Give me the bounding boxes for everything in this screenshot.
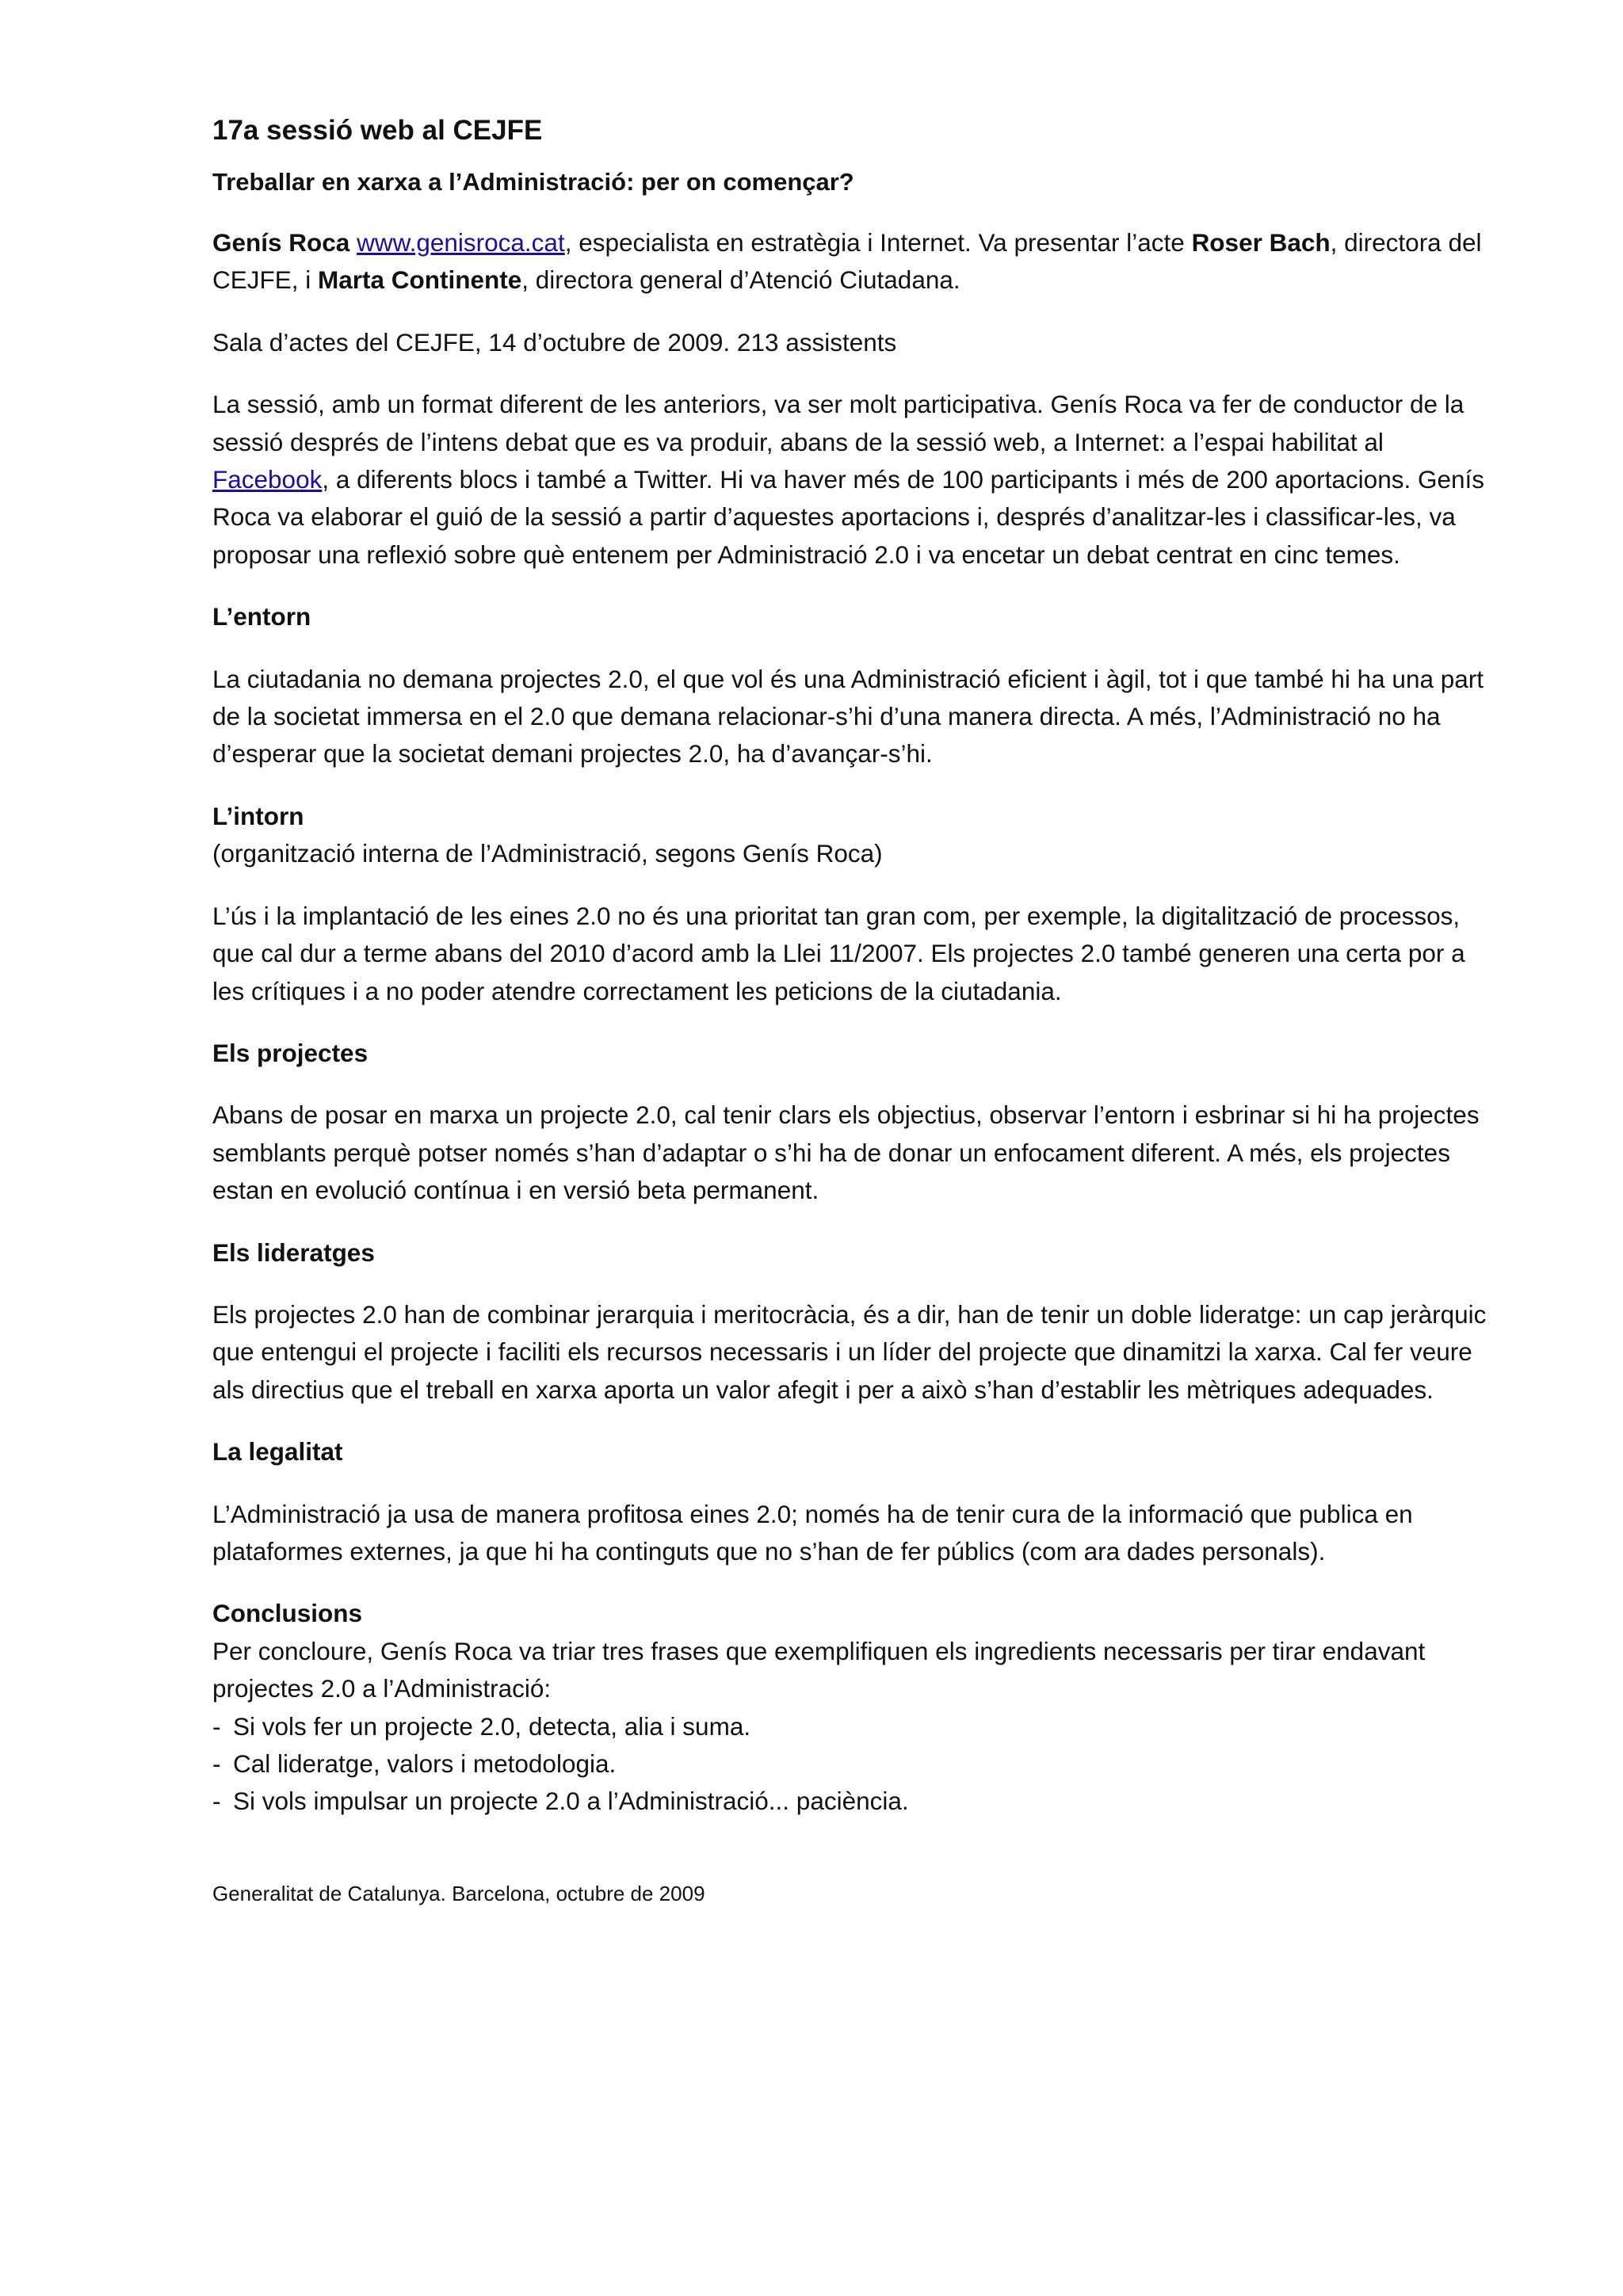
section-text-entorn: La ciutadania no demana projectes 2.0, el que vol és una Administració eficient i àgil, tot i que també hi ha una part de la societat immersa en el 2.0 que demana relacionar-s’hi d’una manera directa. A més, l’Administració no ha d’esperar que la societat demani projectes 2.0, ha d’avançar-s’hi. — [212, 664, 1484, 769]
document-subtitle: Treballar en xarxa a l’Administració: per on començar? — [212, 168, 854, 196]
venue-line: Sala d’actes del CEJFE, 14 d’octubre de 2009. 213 assistents — [212, 327, 897, 357]
intro-paragraph — [212, 224, 1496, 299]
conclusions-list — [212, 1708, 1496, 1821]
speaker-website-link[interactable]: www.genisroca.cat — [357, 228, 565, 257]
section-heading-entorn: L’entorn — [212, 602, 311, 631]
intro-text-2: , directora del CEJFE, i — [212, 228, 1482, 295]
summary-paragraph — [212, 386, 1496, 574]
presenter-2-name: Marta Continente — [318, 265, 522, 295]
section-note-intorn: (organització interna de l’Administració, segons Genís Roca) — [212, 839, 883, 868]
section-heading-conclusions: Conclusions — [212, 1599, 363, 1628]
section-text-intorn: L’ús i la implantació de les eines 2.0 no és una prioritat tan gran com, per exemple, la digitalització de processos, que cal dur a terme abans del 2010 d’acord amb la Llei 11/2007. Els projectes 2.0 també generen una certa por a les crítiques i a no poder atendre correctament les peticions de la ciutadania. — [212, 901, 1465, 1005]
section-heading-intorn: L’intorn — [212, 801, 304, 830]
summary-text-before-link: La sessió, amb un format diferent de les anteriors, va ser molt participativa. Genís Roca va fer de conductor de la sessió després de l’intens debat que es va produir, abans de la sessió web, a Internet: a l’espai habilitat al — [212, 390, 1465, 456]
list-item: - Cal lideratge, valors i metodologia. — [212, 1745, 1496, 1783]
section-text-legalitat: L’Administració ja usa de manera profitosa eines 2.0; només ha de tenir cura de la informació que publica en plataformes externes, ja que hi ha continguts que no s’han de fer públics (com ara dades personals). — [212, 1499, 1413, 1566]
list-item: - Si vols fer un projecte 2.0, detecta, alia i suma. — [212, 1708, 1496, 1745]
document-title: 17a sessió web al CEJFE — [212, 115, 543, 146]
speaker-name: Genís Roca — [212, 228, 350, 257]
presenter-1-name: Roser Bach — [1191, 228, 1331, 257]
summary-text-after-link: , a diferents blocs i també a Twitter. Hi va haver més de 100 participants i més de 200 aportacions. Genís Roca va elaborar el guió de la sessió a partir d’aquestes aportacions i, després d’analitzar-les i classificar-les, va proposar una reflexió sobre què entenem per Administració 2.0 i va encetar un debat centrat en cinc temes. — [212, 465, 1485, 569]
list-item: - Si vols impulsar un projecte 2.0 a l’Administració... paciència. — [212, 1783, 1496, 1820]
section-text-conclusions: Per concloure, Genís Roca va triar tres frases que exemplifiquen els ingredients necessaris per tirar endavant projectes 2.0 a l’Administració: — [212, 1636, 1426, 1703]
section-heading-lideratges: Els lideratges — [212, 1238, 375, 1267]
section-text-lideratges: Els projectes 2.0 han de combinar jerarquia i meritocràcia, és a dir, han de tenir un doble lideratge: un cap jeràrquic que entengui el projecte i faciliti els recursos necessaris i un líder del projecte que dinamitzi la xarxa. Cal fer veure als directius que el treball en xarxa aporta un valor afegit i per a això s’han d’establir les mètriques adequades. — [212, 1299, 1487, 1404]
facebook-link[interactable]: Facebook — [212, 465, 323, 494]
section-heading-projectes: Els projectes — [212, 1038, 369, 1067]
section-heading-legalitat: La legalitat — [212, 1437, 343, 1466]
document-body — [212, 109, 1496, 1909]
intro-text-1: , especialista en estratègia i Internet. Va presentar l’acte — [564, 228, 1192, 257]
section-text-projectes: Abans de posar en marxa un projecte 2.0, cal tenir clars els objectius, observar l’entorn i esbrinar si hi ha projectes semblants perquè potser només s’han d’adaptar o s’hi ha de donar un enfocament diferent. A més, els projectes estan en evolució contínua i en versió beta permanent. — [212, 1100, 1480, 1205]
document-footer: Generalitat de Catalunya. Barcelona, octubre de 2009 — [212, 1881, 705, 1905]
intro-text-3: , directora general d’Atenció Ciutadana. — [521, 265, 960, 295]
